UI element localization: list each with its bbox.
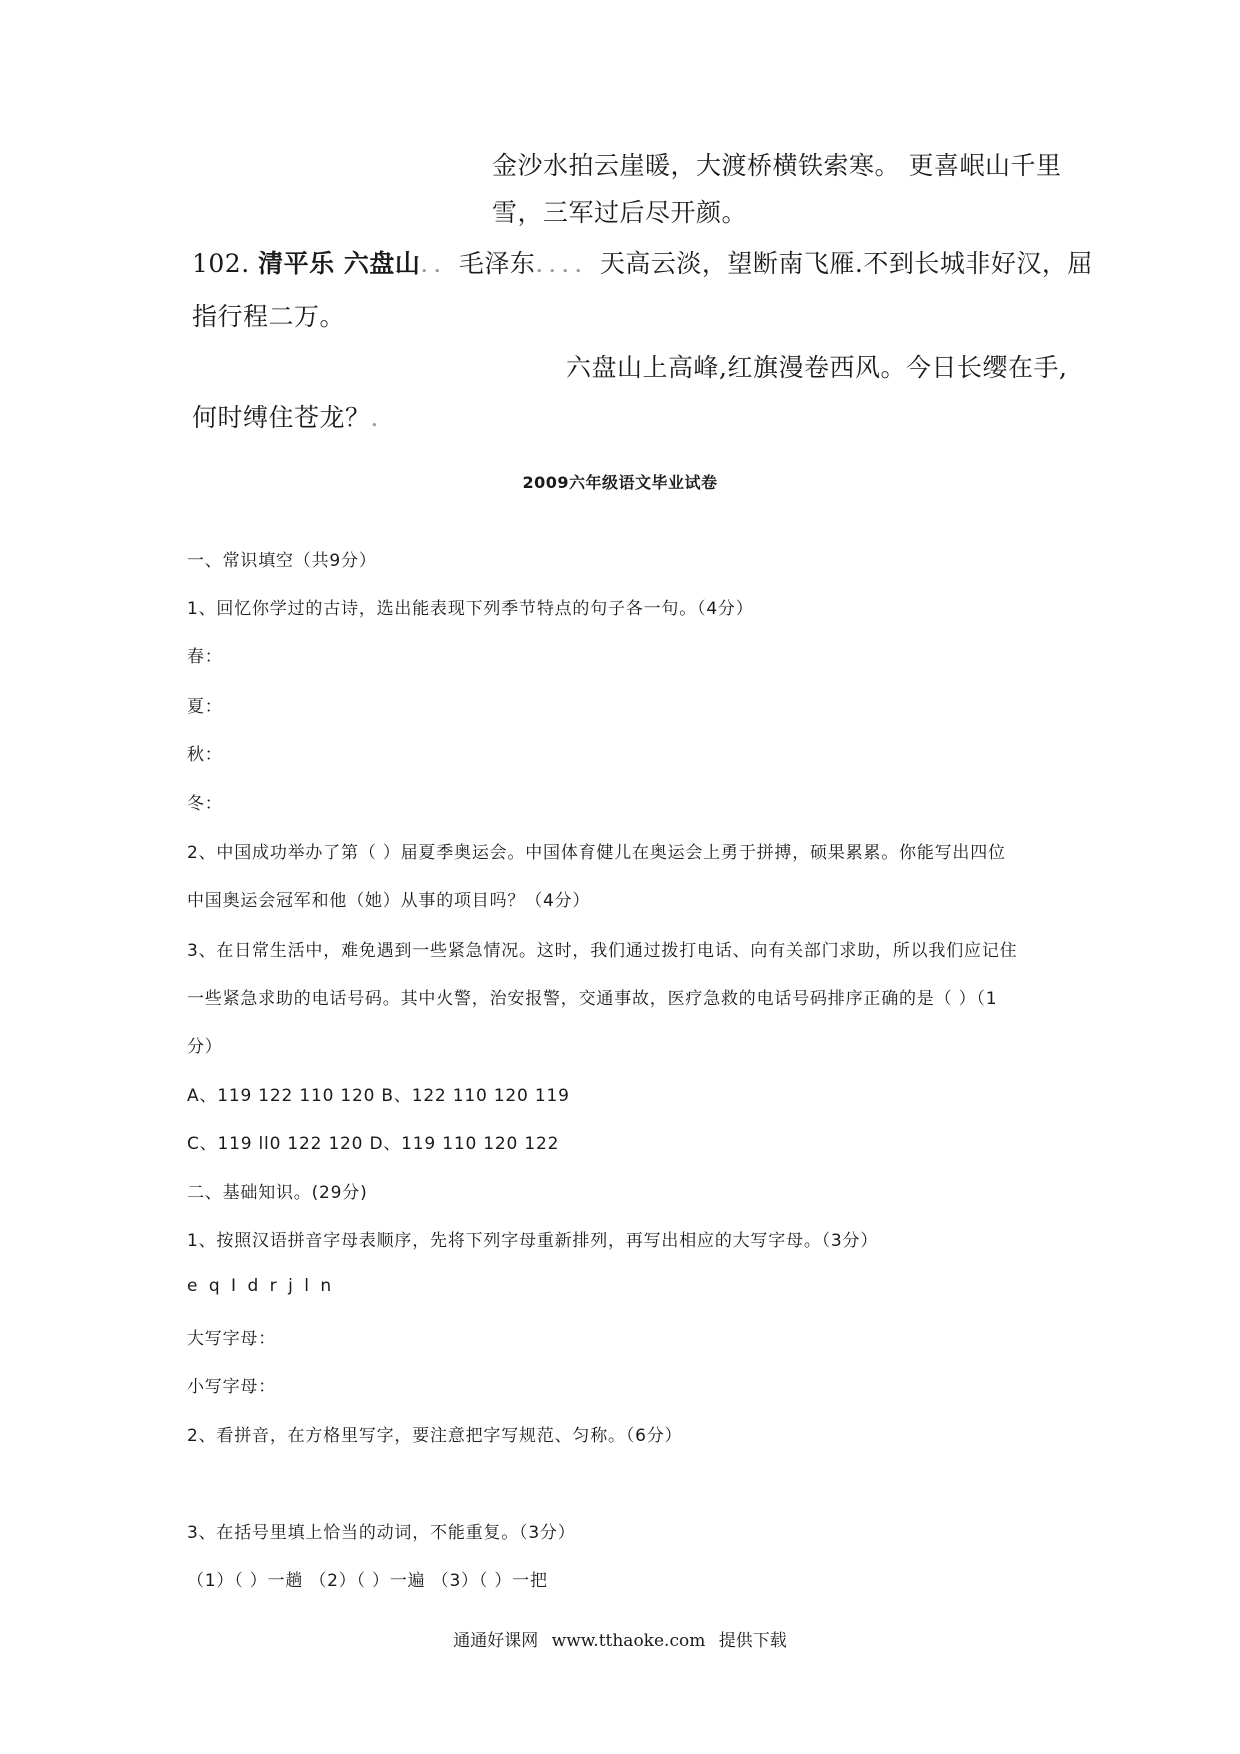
question-line: 小写字母： — [187, 1377, 276, 1397]
poem-102-line-4 — [192, 398, 396, 434]
poem-102-line-3: 六盘山上高峰,红旗漫卷西风。今日长缨在手, — [566, 353, 1068, 382]
question-line: 一、常识填空（共9分） — [187, 551, 377, 571]
question-line: 3、在括号里填上恰当的动词，不能重复。（3分） — [187, 1523, 576, 1543]
question-line: 春： — [187, 647, 223, 667]
question-line: C、119 ll0 122 120 D、119 110 120 122 — [187, 1134, 560, 1154]
question-line: 1、按照汉语拼音字母表顺序，先将下列字母重新排列，再写出相应的大写字母。（3分） — [187, 1231, 879, 1251]
question-line: 2、看拼音，在方格里写字，要注意把字写规范、匀称。（6分） — [187, 1426, 683, 1446]
question-line: 大写字母： — [187, 1329, 276, 1349]
poem-dots-3: ． — [370, 403, 397, 432]
poem-top-line-1: 金沙水拍云崖暖，大渡桥横铁索寒。 更喜岷山千里 — [492, 151, 1062, 180]
footer-suffix: 提供下载 — [718, 1631, 787, 1651]
footer-site: 通通好课网 — [453, 1631, 539, 1651]
poem-line-4-text: 何时缚住苍龙？ — [192, 403, 371, 432]
question-line: 分） — [187, 1037, 223, 1057]
poem-top-line-2: 雪，三军过后尽开颜。 — [492, 198, 748, 227]
question-line: 夏： — [187, 697, 223, 717]
question-line: e q I d r j l n — [187, 1276, 335, 1296]
poem-dots-2: ．．．． — [535, 249, 600, 278]
poem-author: 毛泽东 — [458, 249, 536, 278]
question-line: 秋： — [187, 745, 223, 765]
footer — [0, 1626, 1240, 1651]
question-line: 2、中国成功举办了第（ ）届夏季奥运会。中国体育健儿在奥运会上勇于拼搏，硕果累累。你能写出四位 — [187, 843, 1006, 863]
question-line: 一些紧急求助的电话号码。其中火警，治安报警，交通事故，医疗急救的电话号码排序正确的是（ ）（1 — [187, 989, 998, 1009]
poem-title: 清平乐 六盘山 — [258, 249, 421, 278]
poem-102-line-2: 指行程二万。 — [192, 302, 346, 331]
question-line: 3、在日常生活中，难免遇到一些紧急情况。这时，我们通过拨打电话、向有关部门求助，所以我们应记住 — [187, 941, 1018, 961]
question-line: 冬： — [187, 794, 223, 814]
question-line: 二、基础知识。(29分) — [187, 1183, 368, 1203]
poem-number: 102. — [192, 249, 250, 278]
poem-102-heading — [192, 244, 1093, 280]
footer-url: www.tthaoke.com — [551, 1631, 706, 1651]
question-line: 1、回忆你学过的古诗，选出能表现下列季节特点的句子各一句。（4分） — [187, 599, 754, 619]
poem-line-1-text: 天高云淡，望断南飞雁.不到长城非好汉，屈 — [599, 249, 1093, 278]
exam-title: 2009六年级语文毕业试卷 — [522, 473, 718, 492]
question-line: 中国奥运会冠军和他（她）从事的项目吗？（4分） — [187, 891, 591, 911]
question-line: A、119 122 110 120 B、122 110 120 119 — [187, 1086, 570, 1106]
poem-dots-1: ．． — [420, 249, 459, 278]
question-line: （1）（ ）一趟 （2）（ ）一遍 （3）（ ）一把 — [187, 1571, 548, 1591]
